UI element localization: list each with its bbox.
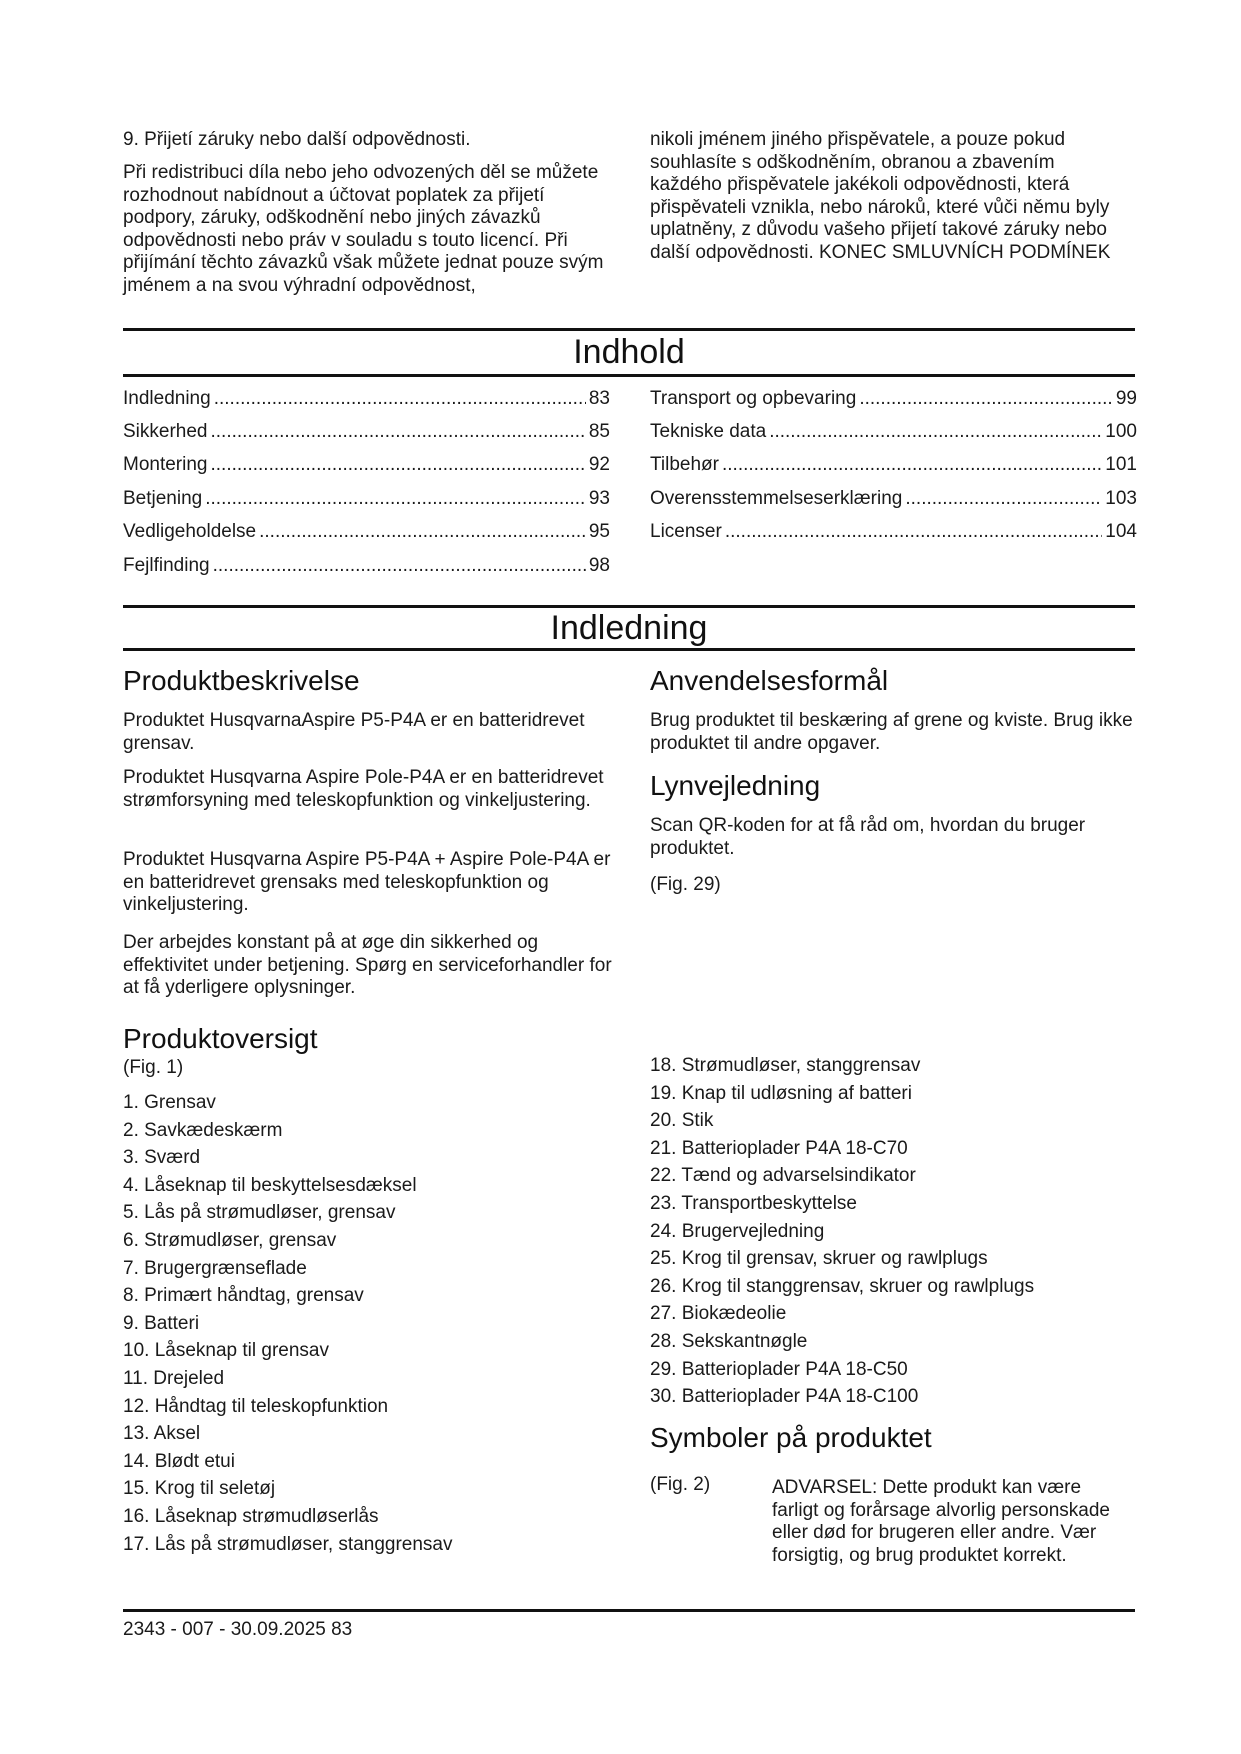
- toc-entry-page: 98: [588, 555, 610, 576]
- footer-text: 2343 - 007 - 30.09.2025 83: [123, 1619, 353, 1640]
- toc-entry-leader: [211, 452, 586, 478]
- list-item: 29. Batterioplader P4A 18-C50: [650, 1358, 908, 1380]
- list-item: 9. Batteri: [123, 1312, 200, 1334]
- produktbeskrivelse-p2: Produktet Husqvarna Aspire Pole-P4A er en batteridrevet strømforsyning med teleskopfunktion og vinkeljustering.: [123, 767, 604, 811]
- toc-entry-page: 100: [1105, 421, 1137, 442]
- toc-entry-leader: [213, 553, 586, 579]
- toc-entry-label: Tekniske data: [650, 421, 767, 442]
- toc-entry[interactable]: [650, 486, 1137, 512]
- intro-bottom-rule: [123, 648, 1135, 651]
- symboler-heading: Symboler på produktet: [650, 1422, 932, 1453]
- list-item: 14. Blødt etui: [123, 1450, 235, 1472]
- produktoversigt-fig: (Fig. 1): [123, 1057, 184, 1078]
- toc-entry-label: Vedligeholdelse: [123, 521, 257, 542]
- toc-entry[interactable]: [123, 553, 610, 579]
- toc-top-rule: [123, 328, 1135, 331]
- toc-entry-page: 93: [588, 488, 610, 509]
- list-item: 4. Låseknap til beskyttelsesdæksel: [123, 1174, 417, 1196]
- list-item: 26. Krog til stanggrensav, skruer og rawlplugs: [650, 1275, 1035, 1297]
- toc-entry-label: Licenser: [650, 521, 722, 542]
- toc-entry-leader: [211, 419, 586, 445]
- list-item: 19. Knap til udløsning af batteri: [650, 1082, 912, 1104]
- list-item: 27. Biokædeolie: [650, 1303, 787, 1325]
- lynvejledning-p1: Scan QR-koden for at få råd om, hvordan du bruger produktet.: [650, 815, 1086, 859]
- toc-entry-leader: [722, 452, 1102, 478]
- toc-entry[interactable]: [650, 452, 1137, 478]
- list-item: 18. Strømudløser, stanggrensav: [650, 1055, 921, 1076]
- toc-entry-label: Overensstemmelseserklæring: [650, 488, 903, 509]
- toc-entry-leader: [205, 486, 586, 512]
- list-item: 17. Lås på strømudløser, stanggrensav: [123, 1533, 453, 1555]
- license-paragraph-right: nikoli jménem jiného přispěvatele, a pouze pokud souhlasíte s odškodněním, obranou a zbavením každého přispěvatele jakékoli odpovědnosti, která přispěvateli vznikla, nebo nároků, které vůči němu byly uplatněny, z důvodu vašeho přijetí takové záruky nebo další odpovědnosti. KONEC SMLUVNÍCH PODMÍNEK: [650, 129, 1111, 263]
- list-item: 25. Krog til grensav, skruer og rawlplugs: [650, 1248, 988, 1270]
- toc-entry[interactable]: [123, 386, 610, 412]
- anvendelse-p1: Brug produktet til beskæring af grene og kviste. Brug ikke produktet til andre opgaver.: [650, 710, 1133, 754]
- symboler-warning: ADVARSEL: Dette produkt kan være farligt og forårsage alvorlig personskade eller død for brugeren eller andre. Vær forsigtig, og brug produktet korrekt.: [772, 1477, 1110, 1566]
- produktoversigt-list-right: [650, 1052, 1170, 1411]
- list-item: 2. Savkædeskærm: [123, 1119, 283, 1141]
- list-item: 28. Sekskantnøgle: [650, 1330, 808, 1352]
- toc-entry-page: 101: [1105, 454, 1137, 475]
- toc-title: Indhold: [573, 333, 685, 371]
- toc-entry-leader: [859, 386, 1113, 412]
- list-item: 20. Stik: [650, 1110, 714, 1132]
- toc-entry-label: Sikkerhed: [123, 421, 208, 442]
- list-item: 24. Brugervejledning: [650, 1220, 825, 1242]
- lynvejledning-fig: (Fig. 29): [650, 874, 721, 895]
- toc-entry-page: 85: [588, 421, 610, 442]
- toc-entry-leader: [259, 519, 586, 545]
- list-item: 12. Håndtag til teleskopfunktion: [123, 1395, 389, 1417]
- toc-entry[interactable]: [123, 452, 610, 478]
- list-item: 30. Batterioplader P4A 18-C100: [650, 1386, 919, 1408]
- toc-entry[interactable]: [123, 419, 610, 445]
- produktoversigt-heading: Produktoversigt: [123, 1023, 318, 1054]
- toc-entry-page: 95: [588, 521, 610, 542]
- toc-entry-label: Betjening: [123, 488, 203, 509]
- toc-entry-page: 99: [1115, 388, 1137, 409]
- toc-entry[interactable]: [123, 486, 610, 512]
- license-heading: 9. Přijetí záruky nebo další odpovědnosti.: [123, 129, 471, 150]
- anvendelse-heading: Anvendelsesformål: [650, 665, 889, 696]
- toc-entry-label: Fejlfinding: [123, 555, 210, 576]
- toc-entry-label: Indledning: [123, 388, 211, 409]
- produktbeskrivelse-p4: Der arbejdes konstant på at øge din sikkerhed og effektivitet under betjening. Spørg en serviceforhandler for at få yderligere oplysninger.: [123, 932, 612, 998]
- list-item: 3. Sværd: [123, 1147, 201, 1169]
- intro-top-rule: [123, 605, 1135, 608]
- list-item: 6. Strømudløser, grensav: [123, 1229, 337, 1251]
- produktbeskrivelse-heading: Produktbeskrivelse: [123, 665, 360, 696]
- list-item: 23. Transportbeskyttelse: [650, 1192, 857, 1214]
- toc-entry-page: 83: [588, 388, 610, 409]
- list-item: 15. Krog til seletøj: [123, 1478, 276, 1500]
- toc-entry-label: Tilbehør: [650, 454, 719, 475]
- list-item: 7. Brugergrænseflade: [123, 1257, 307, 1279]
- toc-entry[interactable]: [650, 386, 1137, 412]
- list-item: 1. Grensav: [123, 1092, 216, 1113]
- toc-entry-label: Montering: [123, 454, 208, 475]
- list-item: 8. Primært håndtag, grensav: [123, 1285, 364, 1307]
- list-item: 13. Aksel: [123, 1423, 201, 1445]
- list-item: 11. Drejeled: [123, 1367, 225, 1389]
- list-item: 16. Låseknap strømudløserlås: [123, 1505, 379, 1527]
- toc-entry-leader: [725, 519, 1102, 545]
- toc-bottom-rule: [123, 374, 1135, 377]
- toc-entry-label: Transport og opbevaring: [650, 388, 857, 409]
- intro-title: Indledning: [550, 609, 708, 647]
- toc-entry-leader: [905, 486, 1102, 512]
- toc-entry-page: 92: [588, 454, 610, 475]
- toc-entry-page: 103: [1105, 488, 1137, 509]
- license-paragraph-left: Při redistribuci díla nebo jeho odvozených děl se můžete rozhodnout nabídnout a účtovat poplatek za přijetí podpory, záruky, odškodnění nebo jiných závazků odpovědnosti nebo práv v souladu s touto licencí. Při přijímání těchto závazků však můžete jednat pouze svým jménem a na svou výhradní odpovědnost,: [123, 162, 604, 296]
- toc-entry-leader: [214, 386, 586, 412]
- list-item: 21. Batterioplader P4A 18-C70: [650, 1137, 908, 1159]
- produktoversigt-list-left: [123, 1089, 623, 1558]
- toc-entry[interactable]: [650, 519, 1137, 545]
- toc-entry[interactable]: [123, 519, 610, 545]
- toc-entry-page: 104: [1105, 521, 1137, 542]
- list-item: 22. Tænd og advarselsindikator: [650, 1165, 916, 1187]
- toc-entry[interactable]: [650, 419, 1137, 445]
- list-item: 10. Låseknap til grensav: [123, 1340, 329, 1362]
- produktbeskrivelse-p1: Produktet HusqvarnaAspire P5-P4A er en batteridrevet grensav.: [123, 710, 585, 754]
- symboler-fig: (Fig. 2): [650, 1474, 711, 1495]
- footer-rule: [123, 1609, 1135, 1612]
- produktbeskrivelse-p3: Produktet Husqvarna Aspire P5-P4A + Aspire Pole-P4A er en batteridrevet grensaks med teleskopfunktion og vinkeljustering.: [123, 849, 611, 915]
- toc-entry-leader: [769, 419, 1102, 445]
- lynvejledning-heading: Lynvejledning: [650, 770, 821, 801]
- list-item: 5. Lås på strømudløser, grensav: [123, 1202, 396, 1224]
